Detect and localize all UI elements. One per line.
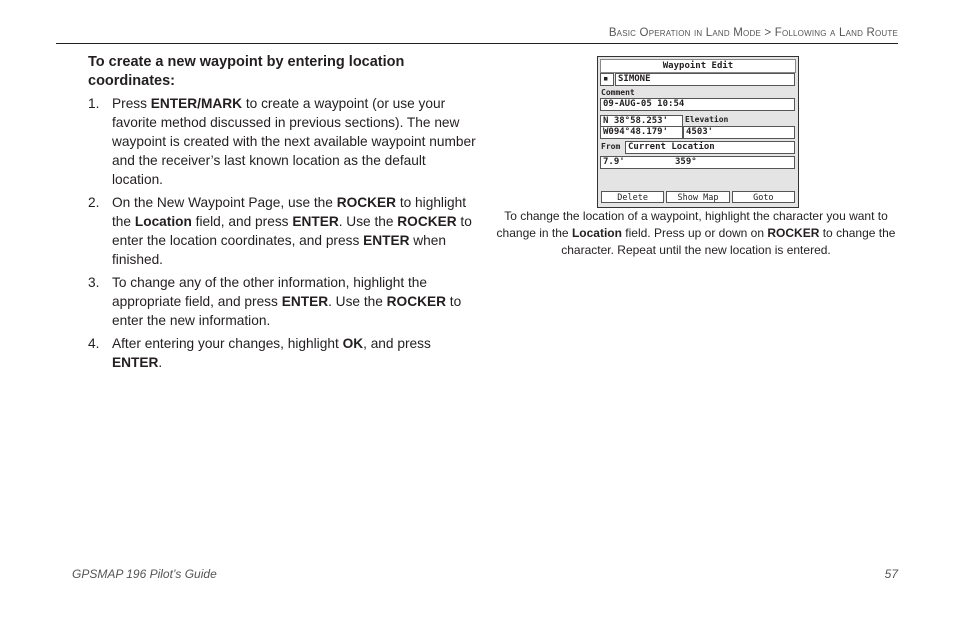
from-field: Current Location — [625, 141, 795, 154]
caption-text: ROCKER — [767, 226, 820, 240]
steps.3.parts-text: After entering your changes, highlight — [112, 336, 343, 351]
header-separator: > — [764, 27, 772, 39]
header-rule — [56, 43, 898, 44]
goto-button: Goto — [732, 191, 795, 203]
steps.1.parts-text: when finished. — [112, 233, 447, 267]
screen-title: Waypoint Edit — [600, 59, 796, 73]
caption-text: To change the location of a waypoint, highlight the character you want to change in the — [496, 209, 888, 240]
delete-button: Delete — [601, 191, 664, 203]
screen-button-bar — [600, 191, 796, 203]
steps.3.parts-text: . — [158, 355, 163, 370]
caption-text: to change the character. Repeat until the new location is entered. — [561, 226, 896, 257]
elevation-field: 4503' — [683, 126, 795, 139]
instructions — [88, 53, 480, 376]
page-number: 57 — [884, 567, 898, 581]
comment-label: Comment — [601, 88, 635, 97]
step-item — [88, 334, 480, 372]
running-header — [609, 27, 898, 39]
steps.1.parts-text: ENTER — [292, 214, 339, 229]
distance-value: 7.9' — [603, 157, 625, 167]
header-section: Basic Operation in Land Mode — [608, 27, 761, 39]
step-item — [88, 193, 480, 269]
caption-text: field. Press up or down on — [621, 226, 768, 240]
steps.3.parts-text: , and press — [363, 336, 431, 351]
steps.1.parts-text: ROCKER — [397, 214, 457, 229]
footer-guide-title: GPSMAP 196 Pilot’s Guide — [72, 567, 217, 581]
step-item — [88, 94, 480, 189]
steps.1.parts-text: . Use the — [338, 214, 398, 229]
from-label: From — [601, 142, 621, 151]
step-item — [88, 273, 480, 330]
steps.3.parts-text: OK — [342, 336, 364, 351]
steps.1.parts-text: ROCKER — [336, 195, 397, 210]
latitude-field: N 38°58.253' — [600, 115, 683, 128]
steps.1.parts-text: field, and press — [191, 214, 293, 229]
step-number: 3. — [88, 275, 100, 290]
longitude-field: W094°48.179' — [600, 126, 683, 139]
steps.2.parts-text: ENTER — [281, 294, 329, 309]
steps.1.parts-text: On the New Waypoint Page, use the — [112, 195, 337, 210]
steps.1.parts-text: to highlight the — [112, 195, 467, 229]
waypoint-name: SIMONE — [615, 73, 795, 86]
figure-caption — [494, 208, 898, 259]
step-number: 4. — [88, 336, 100, 351]
steps-list — [88, 94, 480, 372]
bearing-value: 359° — [675, 157, 697, 167]
steps.3.parts-text: ENTER — [112, 355, 159, 370]
steps.2.parts-text: ROCKER — [386, 294, 446, 309]
comment-field: 09-AUG-05 10:54 — [600, 98, 795, 111]
steps.2.parts-text: . Use the — [328, 294, 387, 309]
steps.0.parts-text: to create a waypoint (or use your favorite method discussed in previous sections). The new waypoint is created with the next available waypoint number and the receiver’s last known location as the default location. — [112, 96, 476, 187]
show-map-button: Show Map — [666, 191, 729, 203]
caption-text: Location — [571, 226, 622, 240]
step-number: 1. — [88, 96, 100, 111]
distance-bearing-row — [600, 156, 795, 169]
steps.1.parts-text: ENTER — [363, 233, 410, 248]
steps.0.parts-text: Press — [112, 96, 151, 111]
waypoint-symbol: ▪ — [600, 73, 614, 86]
step-number: 2. — [88, 195, 100, 210]
elevation-label: Elevation — [685, 115, 729, 124]
steps.2.parts-text: To change any of the other information, highlight the appropriate field, and press — [112, 275, 428, 309]
steps.1.parts-text: to enter the location coordinates, and press — [112, 214, 472, 248]
steps.1.parts-text: Location — [134, 214, 192, 229]
waypoint-edit-screenshot — [597, 56, 799, 208]
procedure-heading: To create a new waypoint by entering location coordinates: — [88, 54, 405, 89]
steps.2.parts-text: to enter the new information. — [112, 294, 462, 328]
steps.0.parts-text: ENTER/MARK — [150, 96, 243, 111]
header-subsection: Following a Land Route — [774, 27, 898, 39]
